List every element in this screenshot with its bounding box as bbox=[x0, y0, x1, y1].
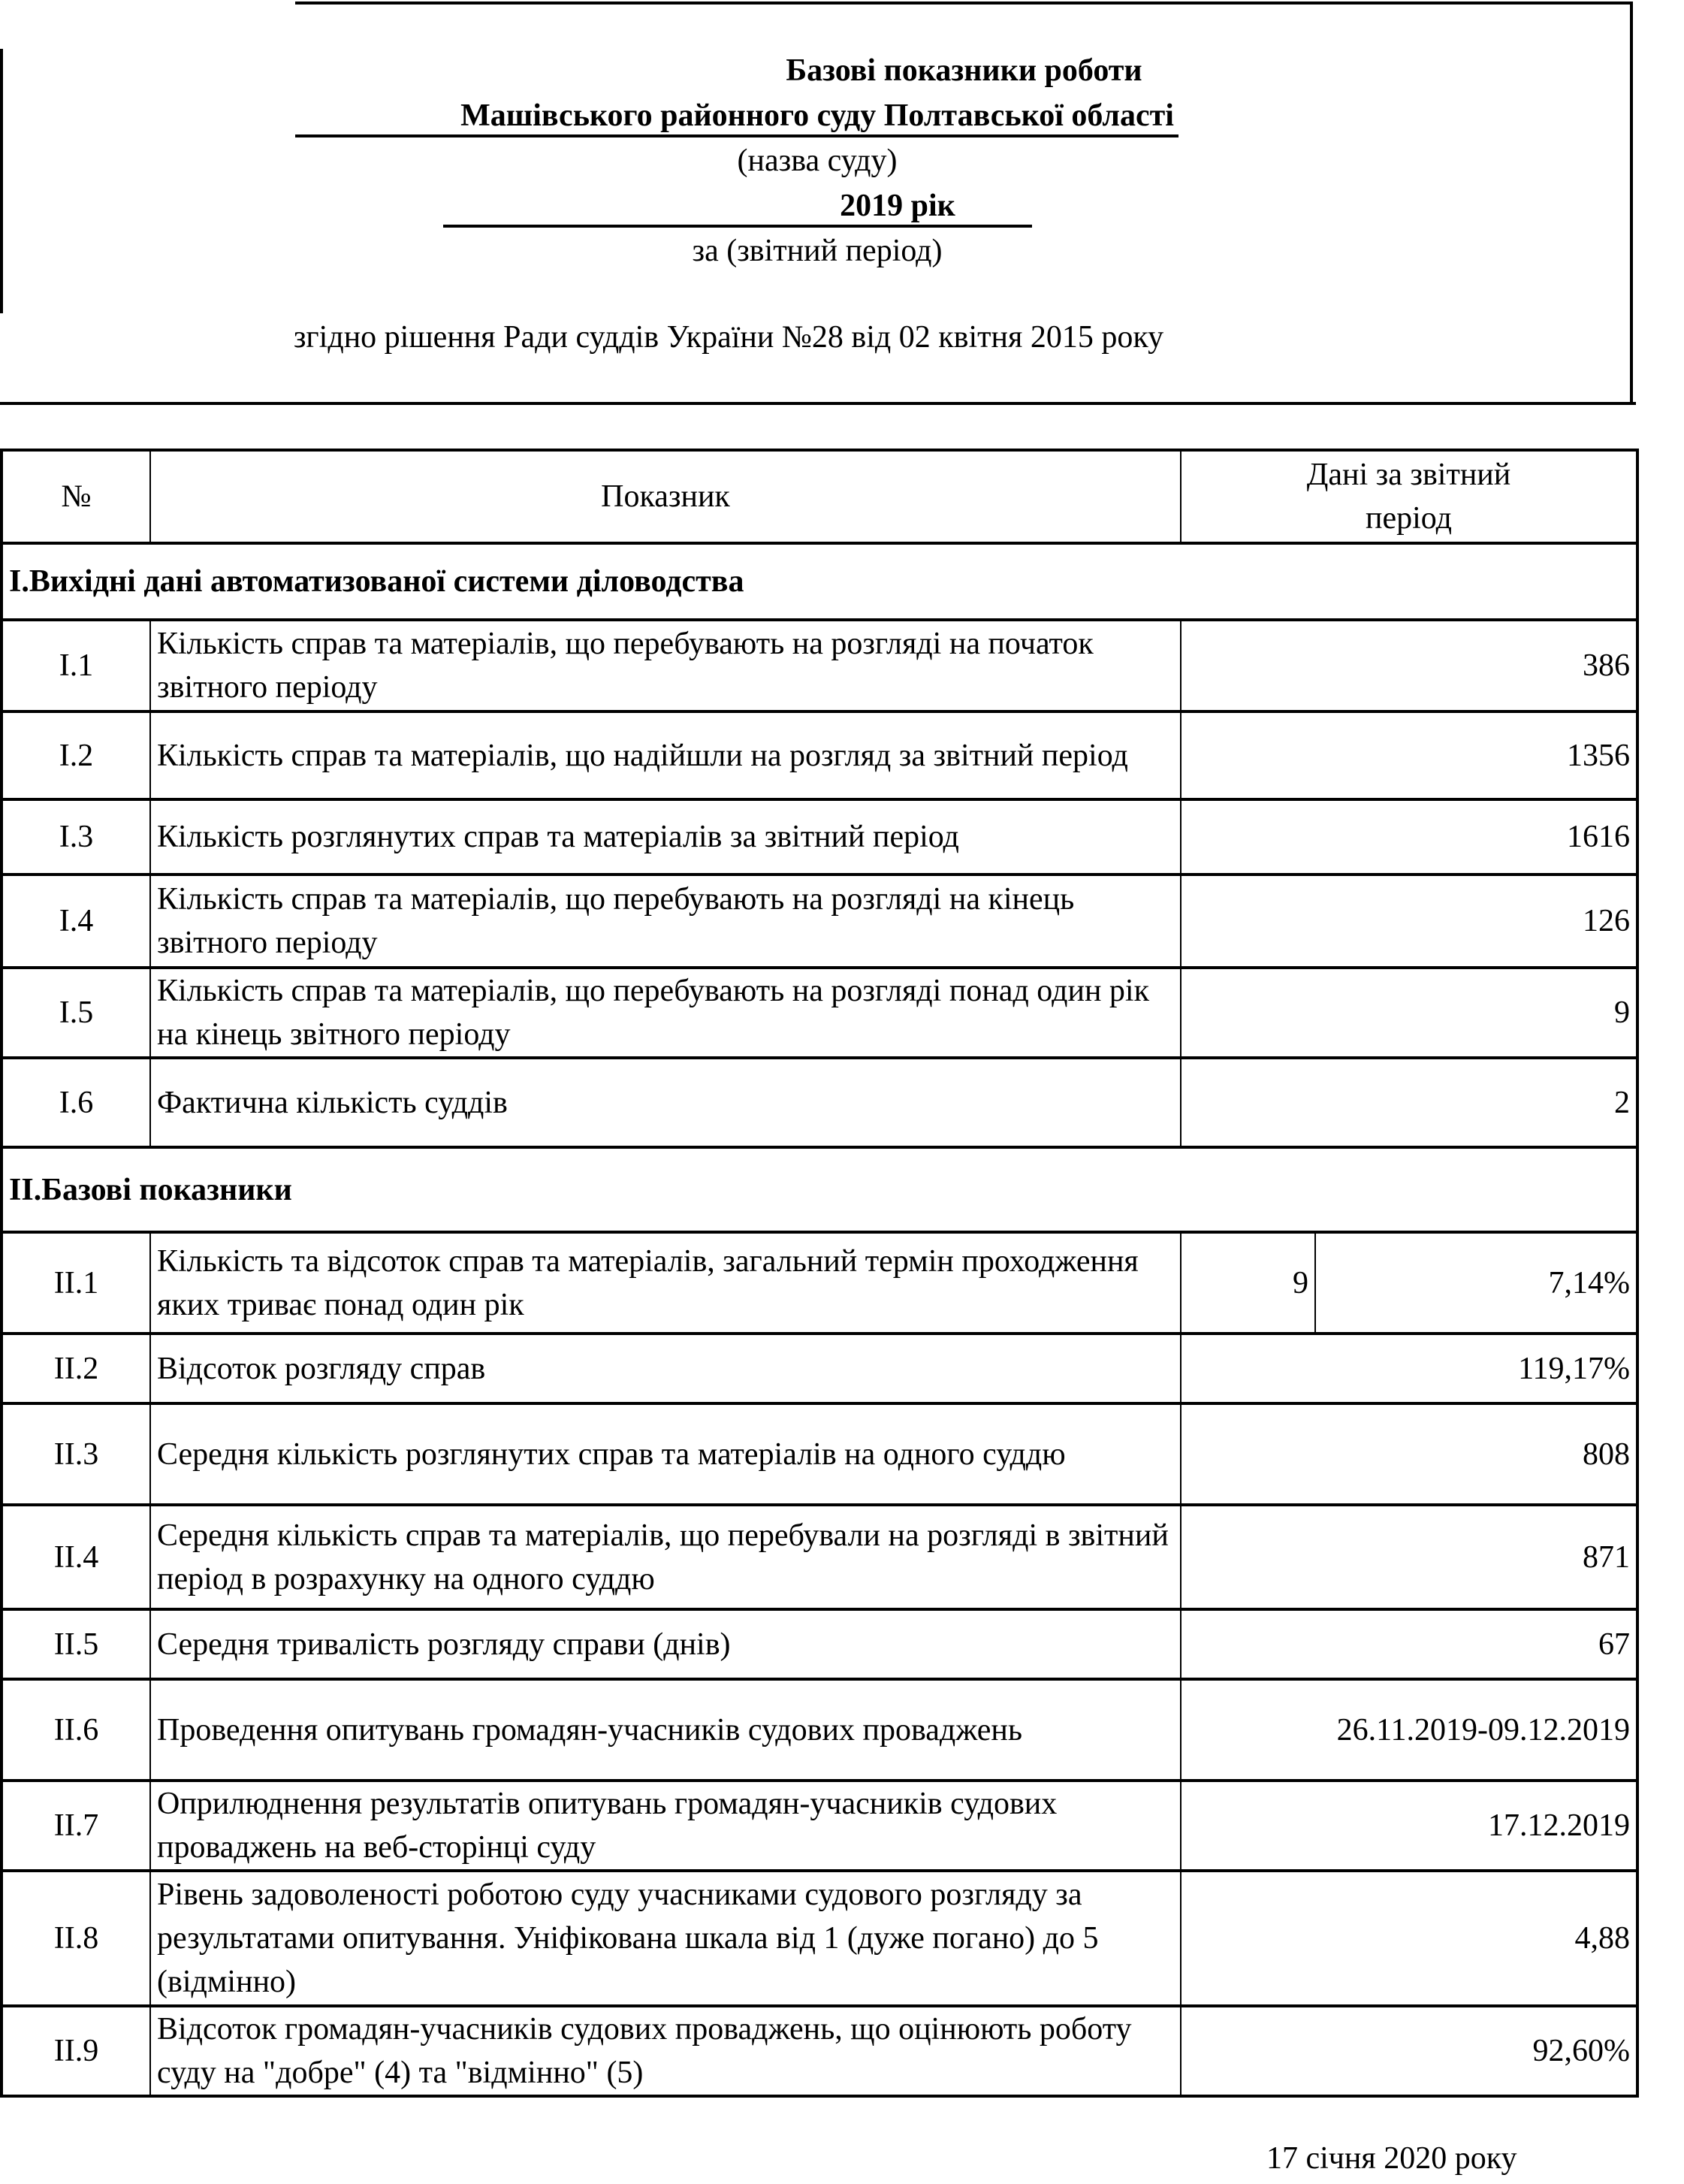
row-value: 92,60% bbox=[1181, 2006, 1637, 2096]
court-name-underline bbox=[295, 134, 1178, 137]
table-row bbox=[2, 1871, 1637, 2006]
indicators-table bbox=[0, 449, 1639, 2098]
row-value: 2 bbox=[1181, 1058, 1637, 1147]
table-row bbox=[2, 1505, 1637, 1609]
row-label: Відсоток громадян-учасників судових проваджень, що оцінюють роботу суду на "добре" (4) та "відмінно" (5) bbox=[150, 2006, 1181, 2096]
row-label: Середня кількість справ та матеріалів, що перебували на розгляді в звітний період в розрахунку на одного суддю bbox=[150, 1505, 1181, 1609]
document-title: Базові показники роботи bbox=[786, 53, 1142, 88]
table-row bbox=[2, 875, 1637, 968]
table-row bbox=[2, 2006, 1637, 2096]
row-value: 67 bbox=[1181, 1609, 1637, 1679]
row-number: II.5 bbox=[2, 1609, 150, 1679]
section-title: II.Базові показники bbox=[2, 1147, 1637, 1232]
row-number: I.6 bbox=[2, 1058, 150, 1147]
row-value: 26.11.2019-09.12.2019 bbox=[1181, 1679, 1637, 1781]
row-number: II.9 bbox=[2, 2006, 150, 2096]
court-name-caption: (назва суду) bbox=[737, 143, 898, 178]
row-value: 808 bbox=[1181, 1403, 1637, 1505]
row-number: I.5 bbox=[2, 968, 150, 1058]
row-number: I.2 bbox=[2, 711, 150, 799]
row-label: Проведення опитувань громадян-учасників судових проваджень bbox=[150, 1679, 1181, 1781]
table-row bbox=[2, 1781, 1637, 1871]
row-number: II.8 bbox=[2, 1871, 150, 2006]
table-row bbox=[2, 1609, 1637, 1679]
row-value: 126 bbox=[1181, 875, 1637, 968]
section-title: I.Вихідні дані автоматизованої системи діловодства bbox=[2, 543, 1637, 620]
row-label: Кількість справ та матеріалів, що перебувають на розгляді на початок звітного періоду bbox=[150, 620, 1181, 711]
column-header-value: Дані за звітний період bbox=[1181, 450, 1637, 543]
row-count: 9 bbox=[1181, 1232, 1315, 1334]
table-row bbox=[2, 711, 1637, 799]
section-row bbox=[2, 543, 1637, 620]
period-caption: за (звітний період) bbox=[692, 234, 943, 268]
legal-basis: згідно рішення Ради суддів України №28 від 02 квітня 2015 року bbox=[293, 320, 1164, 355]
column-header-indicator: Показник bbox=[150, 450, 1181, 543]
row-value: 17.12.2019 bbox=[1181, 1781, 1637, 1871]
row-value: 386 bbox=[1181, 620, 1637, 711]
row-number: I.4 bbox=[2, 875, 150, 968]
table-row bbox=[2, 1058, 1637, 1147]
row-number: II.2 bbox=[2, 1334, 150, 1403]
row-number: II.3 bbox=[2, 1403, 150, 1505]
row-number: II.7 bbox=[2, 1781, 150, 1871]
reporting-period: 2019 рік bbox=[840, 189, 955, 223]
header-bottom-rule bbox=[0, 402, 1636, 405]
row-label: Кількість справ та матеріалів, що перебувають на розгляді на кінець звітного періоду bbox=[150, 875, 1181, 968]
row-label: Рівень задоволеності роботою суду учасниками судового розгляду за результатами опитування. Уніфікована шкала від 1 (дуже погано) до 5 (відмінно) bbox=[150, 1871, 1181, 2006]
row-number: II.6 bbox=[2, 1679, 150, 1781]
court-name: Машівського районного суду Полтавської області bbox=[460, 98, 1174, 133]
left-margin-rule bbox=[0, 49, 3, 313]
row-label: Відсоток розгляду справ bbox=[150, 1334, 1181, 1403]
row-value: 4,88 bbox=[1181, 1871, 1637, 2006]
signature-date: 17 січня 2020 року bbox=[1266, 2141, 1517, 2176]
table-row bbox=[2, 1334, 1637, 1403]
table-row bbox=[2, 968, 1637, 1058]
row-value: 7,14% bbox=[1315, 1232, 1637, 1334]
row-number: I.3 bbox=[2, 799, 150, 875]
row-value: 9 bbox=[1181, 968, 1637, 1058]
row-label: Кількість справ та матеріалів, що надійшли на розгляд за звітний період bbox=[150, 711, 1181, 799]
row-value: 1616 bbox=[1181, 799, 1637, 875]
row-label: Кількість справ та матеріалів, що перебувають на розгляді понад один рік на кінець звітного періоду bbox=[150, 968, 1181, 1058]
row-label: Фактична кількість суддів bbox=[150, 1058, 1181, 1147]
table-header-row bbox=[2, 450, 1637, 543]
table-row bbox=[2, 1679, 1637, 1781]
row-value: 871 bbox=[1181, 1505, 1637, 1609]
table-row bbox=[2, 620, 1637, 711]
row-value: 1356 bbox=[1181, 711, 1637, 799]
table-row bbox=[2, 799, 1637, 875]
row-label: Кількість та відсоток справ та матеріалів, загальний термін проходження яких триває понад один рік bbox=[150, 1232, 1181, 1334]
section-row bbox=[2, 1147, 1637, 1232]
row-value: 119,17% bbox=[1181, 1334, 1637, 1403]
row-label: Середня тривалість розгляду справи (днів) bbox=[150, 1609, 1181, 1679]
row-label: Середня кількість розглянутих справ та матеріалів на одного суддю bbox=[150, 1403, 1181, 1505]
row-number: II.4 bbox=[2, 1505, 150, 1609]
row-label: Кількість розглянутих справ та матеріалів за звітний період bbox=[150, 799, 1181, 875]
period-underline bbox=[443, 225, 1032, 228]
row-number: I.1 bbox=[2, 620, 150, 711]
table-row bbox=[2, 1232, 1637, 1334]
row-label: Оприлюднення результатів опитувань громадян-учасників судових проваджень на веб-сторінці суду bbox=[150, 1781, 1181, 1871]
column-header-number: № bbox=[2, 450, 150, 543]
row-number: II.1 bbox=[2, 1232, 150, 1334]
table-row bbox=[2, 1403, 1637, 1505]
